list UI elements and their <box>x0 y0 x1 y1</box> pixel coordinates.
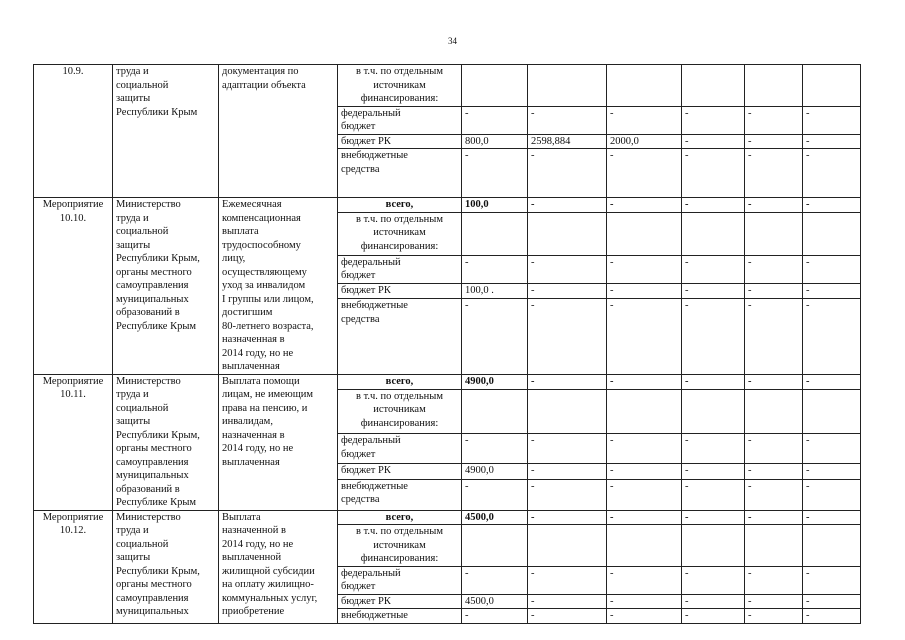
amount-cell: - <box>682 510 745 525</box>
amount-cell <box>745 389 803 433</box>
funding-source-cell: в т.ч. по отдельным источникам финансирования: <box>338 212 462 255</box>
amount-cell: - <box>607 594 682 609</box>
executor-cell: Министерство труда и социальной защиты Республики Крым, органы местного самоуправления муниципальных образований в Республике Крым <box>113 374 219 510</box>
amount-cell <box>803 389 861 433</box>
amount-cell: - <box>803 566 861 594</box>
amount-cell: 4900,0 <box>462 464 528 479</box>
amount-cell: - <box>607 255 682 284</box>
budget-table-body <box>34 65 861 624</box>
amount-cell: 2598,884 <box>528 134 607 149</box>
executor-cell: Министерство труда и социальной защиты Республики Крым, органы местного самоуправления муниципальных <box>113 510 219 623</box>
table-row <box>34 65 861 107</box>
amount-cell: - <box>803 299 861 374</box>
amount-cell: - <box>528 106 607 134</box>
amount-cell: - <box>682 609 745 624</box>
amount-cell: - <box>607 149 682 198</box>
amount-cell: 100,0 . <box>462 284 528 299</box>
amount-cell: - <box>462 106 528 134</box>
funding-source-cell: внебюджетные средства <box>338 479 462 510</box>
amount-cell: - <box>528 609 607 624</box>
amount-cell: - <box>803 106 861 134</box>
amount-cell: - <box>607 464 682 479</box>
table-row <box>34 510 861 525</box>
amount-cell: - <box>682 566 745 594</box>
funding-source-cell: в т.ч. по отдельным источникам финансирования: <box>338 525 462 567</box>
amount-cell: - <box>803 464 861 479</box>
description-cell: Выплата помощи лицам, не имеющим права на пенсию, и инвалидам, назначенная в 2014 году, но не выплаченная <box>219 374 338 510</box>
funding-source-cell: федеральный бюджет <box>338 434 462 464</box>
amount-cell: - <box>528 464 607 479</box>
amount-cell <box>803 212 861 255</box>
table-row <box>34 374 861 389</box>
amount-cell: - <box>528 149 607 198</box>
amount-cell: - <box>745 106 803 134</box>
amount-cell: - <box>462 479 528 510</box>
amount-cell: - <box>745 479 803 510</box>
amount-cell <box>745 525 803 567</box>
funding-source-cell: всего, <box>338 374 462 389</box>
amount-cell: - <box>745 510 803 525</box>
amount-cell: - <box>803 255 861 284</box>
amount-cell: - <box>528 594 607 609</box>
amount-cell: - <box>607 434 682 464</box>
amount-cell: - <box>607 609 682 624</box>
amount-cell: - <box>745 149 803 198</box>
funding-source-cell: всего, <box>338 510 462 525</box>
amount-cell <box>528 525 607 567</box>
amount-cell: - <box>745 284 803 299</box>
funding-source-cell: бюджет РК <box>338 134 462 149</box>
amount-cell <box>462 65 528 107</box>
amount-cell: - <box>528 566 607 594</box>
funding-source-cell: внебюджетные <box>338 609 462 624</box>
amount-cell: - <box>462 609 528 624</box>
measure-cell: Мероприятие 10.11. <box>34 374 113 510</box>
amount-cell: - <box>682 464 745 479</box>
amount-cell: - <box>803 198 861 213</box>
amount-cell <box>462 389 528 433</box>
amount-cell: - <box>528 434 607 464</box>
amount-cell: - <box>528 510 607 525</box>
amount-cell: - <box>607 510 682 525</box>
amount-cell: - <box>682 434 745 464</box>
amount-cell: 800,0 <box>462 134 528 149</box>
funding-source-cell: в т.ч. по отдельным источникам финансирования: <box>338 389 462 433</box>
amount-cell <box>682 525 745 567</box>
amount-cell: - <box>745 374 803 389</box>
amount-cell: - <box>745 434 803 464</box>
funding-source-cell: бюджет РК <box>338 464 462 479</box>
amount-cell: - <box>462 566 528 594</box>
amount-cell: - <box>803 434 861 464</box>
amount-cell: - <box>607 106 682 134</box>
measure-cell: Мероприятие 10.12. <box>34 510 113 623</box>
table-row <box>34 198 861 213</box>
funding-source-cell: в т.ч. по отдельным источникам финансирования: <box>338 65 462 107</box>
funding-source-cell: бюджет РК <box>338 594 462 609</box>
amount-cell <box>745 65 803 107</box>
amount-cell: - <box>528 198 607 213</box>
amount-cell <box>682 212 745 255</box>
amount-cell: - <box>745 609 803 624</box>
amount-cell <box>607 389 682 433</box>
amount-cell: - <box>528 284 607 299</box>
executor-cell: труда и социальной защиты Республики Крым <box>113 65 219 198</box>
amount-cell: - <box>803 284 861 299</box>
amount-cell: 4900,0 <box>462 374 528 389</box>
amount-cell: 100,0 <box>462 198 528 213</box>
amount-cell: - <box>803 609 861 624</box>
amount-cell <box>803 525 861 567</box>
funding-source-cell: всего, <box>338 198 462 213</box>
funding-source-cell: внебюджетные средства <box>338 149 462 198</box>
amount-cell <box>528 65 607 107</box>
funding-source-cell: бюджет РК <box>338 284 462 299</box>
measure-cell: Мероприятие 10.10. <box>34 198 113 375</box>
executor-cell: Министерство труда и социальной защиты Республики Крым, органы местного самоуправления муниципальных образований в Республике Крым <box>113 198 219 375</box>
amount-cell: - <box>803 374 861 389</box>
amount-cell: - <box>682 149 745 198</box>
amount-cell: - <box>745 134 803 149</box>
amount-cell: - <box>528 255 607 284</box>
page-number: 34 <box>448 36 457 46</box>
measure-cell: 10.9. <box>34 65 113 198</box>
amount-cell <box>607 212 682 255</box>
amount-cell: - <box>803 134 861 149</box>
amount-cell: - <box>803 149 861 198</box>
amount-cell: - <box>745 566 803 594</box>
amount-cell <box>682 65 745 107</box>
funding-source-cell: внебюджетные средства <box>338 299 462 374</box>
amount-cell: - <box>803 479 861 510</box>
amount-cell: - <box>745 594 803 609</box>
amount-cell <box>462 212 528 255</box>
amount-cell <box>528 212 607 255</box>
budget-table <box>33 64 861 624</box>
amount-cell: - <box>682 255 745 284</box>
funding-source-cell: федеральный бюджет <box>338 106 462 134</box>
amount-cell <box>682 389 745 433</box>
amount-cell <box>745 212 803 255</box>
amount-cell <box>528 389 607 433</box>
amount-cell: 4500,0 <box>462 510 528 525</box>
funding-source-cell: федеральный бюджет <box>338 255 462 284</box>
amount-cell: 2000,0 <box>607 134 682 149</box>
amount-cell: - <box>462 255 528 284</box>
amount-cell: - <box>607 198 682 213</box>
amount-cell: - <box>803 594 861 609</box>
amount-cell: - <box>462 434 528 464</box>
amount-cell: - <box>528 479 607 510</box>
amount-cell: - <box>607 566 682 594</box>
amount-cell: - <box>682 594 745 609</box>
amount-cell: - <box>682 198 745 213</box>
amount-cell: - <box>607 299 682 374</box>
amount-cell: - <box>682 479 745 510</box>
amount-cell: - <box>528 374 607 389</box>
amount-cell: - <box>607 479 682 510</box>
amount-cell: - <box>682 284 745 299</box>
amount-cell: - <box>745 299 803 374</box>
amount-cell: - <box>607 374 682 389</box>
amount-cell: - <box>745 464 803 479</box>
amount-cell: - <box>745 255 803 284</box>
amount-cell: - <box>682 134 745 149</box>
amount-cell: - <box>745 198 803 213</box>
amount-cell: - <box>462 149 528 198</box>
amount-cell <box>607 525 682 567</box>
amount-cell: - <box>803 510 861 525</box>
amount-cell: - <box>682 299 745 374</box>
amount-cell: - <box>682 374 745 389</box>
amount-cell <box>803 65 861 107</box>
amount-cell: 4500,0 <box>462 594 528 609</box>
description-cell: Ежемесячная компенсационная выплата трудоспособному лицу, осуществляющему уход за инвалидом I группы или лицом, достигшим 80-летнего возраста, назначенная в 2014 году, но не выплаченная <box>219 198 338 375</box>
funding-source-cell: федеральный бюджет <box>338 566 462 594</box>
amount-cell: - <box>607 284 682 299</box>
amount-cell <box>462 525 528 567</box>
amount-cell: - <box>462 299 528 374</box>
amount-cell: - <box>682 106 745 134</box>
amount-cell <box>607 65 682 107</box>
description-cell: Выплата назначенной в 2014 году, но не выплаченной жилищной субсидии на оплату жилищно- коммунальных услуг, приобретение <box>219 510 338 623</box>
amount-cell: - <box>528 299 607 374</box>
description-cell: документация по адаптации объекта <box>219 65 338 198</box>
